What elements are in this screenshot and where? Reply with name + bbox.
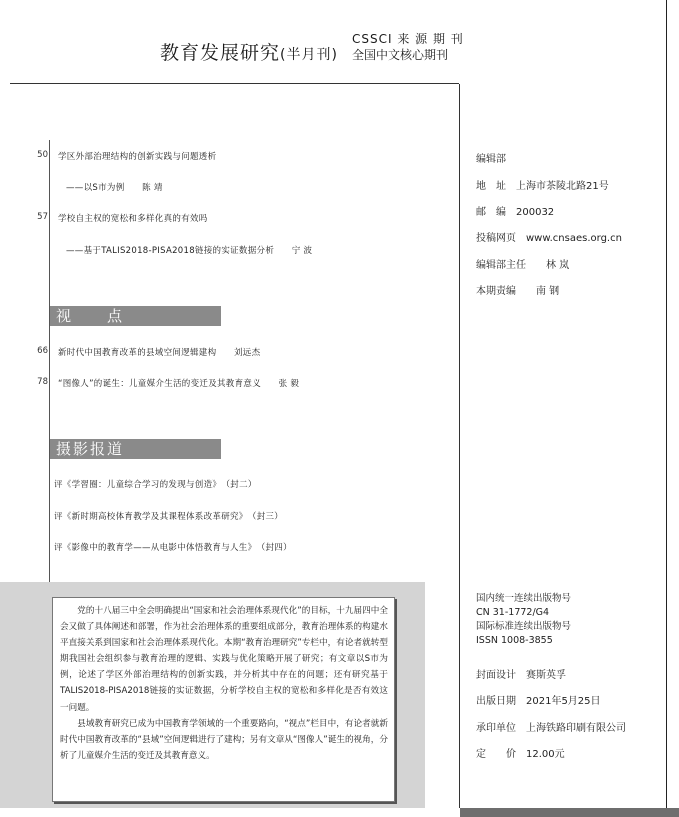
toc-item-subtitle[interactable]: ——基于TALIS2018-PISA2018链接的实证数据分析 宁 波 xyxy=(66,246,313,256)
editorial-dept: 编辑部 xyxy=(476,154,506,165)
price: 定 价 12.00元 xyxy=(476,749,565,760)
photo-report-item[interactable]: 评《学習圈：儿童综合学习的发现与创造》 （封二） xyxy=(54,480,257,490)
issn-label: 国际标准连续出版物号 xyxy=(476,621,572,632)
photo-report-item[interactable]: 评《影像中的教育学——从电影中体悟教育与人生》 （封四） xyxy=(54,543,292,553)
toc-page-number: 57 xyxy=(37,212,48,222)
editorial-director: 编辑部主任 林 岚 xyxy=(476,260,570,271)
section-viewpoint: 视 点 xyxy=(50,306,221,326)
cover-design: 封面设计 赛斯英孚 xyxy=(476,670,566,681)
toc-item[interactable]: 新时代中国教育改革的县域空间逻辑建构 刘远杰 xyxy=(58,348,261,358)
editorial-postcode: 邮 编 200032 xyxy=(476,207,555,218)
editor-note xyxy=(60,603,388,764)
toc-page-number: 78 xyxy=(37,377,48,387)
column-rule xyxy=(459,84,460,808)
toc-item[interactable]: 学校自主权的宽松和多样化真的有效吗 xyxy=(58,214,208,224)
toc-item-subtitle[interactable]: ——以S市为例 陈 靖 xyxy=(66,183,163,193)
section-photo-report: 摄影报道 xyxy=(50,439,221,459)
editorial-editor: 本期责编 南 钢 xyxy=(476,286,560,297)
toc-page-number: 66 xyxy=(37,346,48,356)
editorial-website[interactable]: 投稿网页 www.cnsaes.org.cn xyxy=(476,233,622,244)
editor-note-paragraph: 党的十八届三中全会明确提出“国家和社会治理体系现代化”的目标，十九届四中全会又做了具体阐述和部署，作为社会治理体系的重要组成部分，教育治理体系的构建水平直接关系到国家和社会治理体系现代化。本期“教育治理研究”专栏中，有论者就转型期我国社会组织参与教育治理的逻辑、实践与优化策略开展了研究；有文章以S市为例，论述了学区外部治理结构的创新实践，并分析其中存在的问题；还有研究基于TALIS2018-PISA2018链接的实证数据，分析学校自主权的宽松和多样化是否有效这一问题。 xyxy=(60,606,388,713)
journal-title: 教育发展研究(半月刊) xyxy=(160,42,338,64)
toc-page-number: 50 xyxy=(37,150,48,160)
right-edge-rule xyxy=(666,0,667,808)
cn-value: CN 31-1772/G4 xyxy=(476,607,550,618)
toc-item[interactable]: 学区外部治理结构的创新实践与问题透析 xyxy=(58,152,217,162)
editorial-address: 地 址 上海市茶陵北路21号 xyxy=(476,181,609,192)
editor-note-paragraph: 县域教育研究已成为中国教育学领域的一个重要路向，“视点”栏目中，有论者就新时代中国教育改革的“县域”空间逻辑进行了建构；另有文章从“图像人”诞生的视角，分析了儿童媒介生活的变迁及其教育意义。 xyxy=(60,718,388,761)
header-rule xyxy=(10,83,459,84)
core-journal-label: 全国中文核心期刊 xyxy=(352,48,449,62)
publish-date: 出版日期 2021年5月25日 xyxy=(476,696,601,707)
bottom-bar xyxy=(460,808,679,817)
cssci-label: CSSCI 来 源 期 刊 xyxy=(352,32,464,46)
toc-vertical-rule xyxy=(49,140,50,610)
issn-value: ISSN 1008-3855 xyxy=(476,635,553,646)
cn-label: 国内统一连续出版物号 xyxy=(476,593,572,604)
printer: 承印单位 上海铁路印刷有限公司 xyxy=(476,723,626,734)
photo-report-item[interactable]: 评《新时期高校体育教学及其课程体系改革研究》 （封三） xyxy=(54,512,284,522)
toc-item[interactable]: “图像人”的诞生：儿童媒介生活的变迁及其教育意义 张 毅 xyxy=(58,379,300,389)
